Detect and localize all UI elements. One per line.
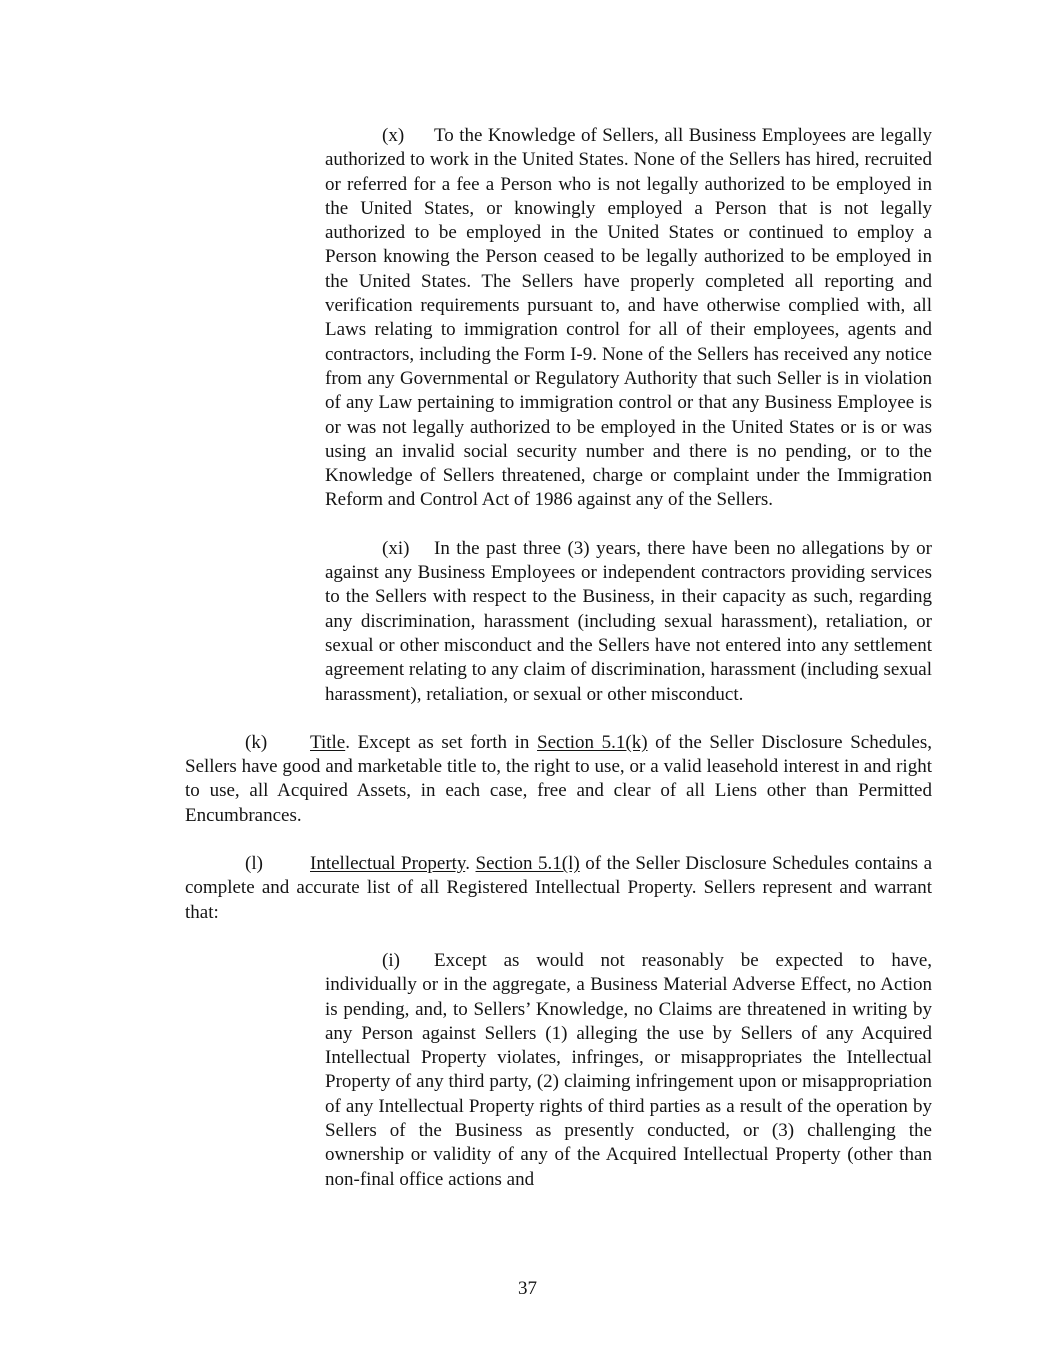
paragraph-text: of the Seller Disclosure Schedules contains a complete and accurate list of all Registered Intellectual Property. Sellers represent and warrant that: [185, 853, 932, 923]
paragraph-text: To the Knowledge of Sellers, all Business Employees are legally authorized to work in the United States. None of the Sellers has hired, recruited or referred for a fee a Person who is not legally authorized to be employed in the United States, or knowingly employed a Person that is not legally authorized to be employed in the United States or continued to employ a Person knowing the Person ceased to be legally authorized to be employed in the United States. The Sellers have properly completed all reporting and verification requirements pursuant to, and have otherwise complied with, all Laws relating to immigration control for all of their employees, agents and contractors, including the Form I-9. None of the Sellers has received any notice from any Governmental or Regulatory Authority that such Seller is in violation of any Law pertaining to immigration control or that any Business Employee is or was not legally authorized to be employed in the United States or is or was using an invalid social security number and there is no pending, or to the Knowledge of Sellers threatened, charge or complaint under the Immigration Reform and Control Act of 1986 against any of the Sellers. [325, 125, 932, 511]
paragraph-label: (x) [382, 125, 405, 146]
paragraph-label: (k) [245, 731, 268, 753]
page-number: 37 [518, 1278, 537, 1299]
paragraph-label: (i) [382, 949, 400, 971]
paragraph-text: Except as would not reasonably be expected to have, individually or in the aggregate, a Business Material Adverse Effect, no Action is pending, and, to Sellers’ Knowledge, no Claims are threatened in writing by any Person against Sellers (1) alleging the use by Sellers of any Acquired Intellectual Property violates, infringes, or misappropriates the Intellectual Property of any third party, (2) claiming infringement upon or misappropriation of any Intellectual Property rights of third parties as a result of the operation by Sellers of the Business as presently conducted, or (3) challenging the ownership or validity of any of the Acquired Intellectual Property (other than non-final office actions and [325, 949, 932, 1190]
defined-term: Intellectual Property [310, 853, 466, 875]
paragraph-text: In the past three (3) years, there have been no allegations by or against any Business Employees or independent contractors providing services to the Sellers with respect to the Business, in their capacity as such, regarding any discrimination, harassment (including sexual harassment), retaliation, or sexual or other misconduct and the Sellers have not entered into any settlement agreement relating to any claim of discrimination, harassment (including sexual harassment), retaliation, or sexual or other misconduct. [325, 537, 932, 705]
paragraph-text: . Except as set forth in [345, 731, 538, 753]
document-body [185, 124, 932, 1216]
section-reference: Section 5.1(l) [475, 853, 580, 875]
defined-term: Title [310, 731, 346, 753]
paragraph-label: (xi) [382, 537, 410, 559]
paragraph-xi [325, 537, 932, 707]
paragraph-k [185, 731, 932, 828]
paragraph-text: . [465, 853, 476, 875]
paragraph-label: (l) [245, 853, 263, 875]
paragraph-text: of the Seller Disclosure Schedules, Sellers have good and marketable title to, the right to use, or a valid leasehold interest in and right to use, all Acquired Assets, in each case, free and clear of all Liens other than Permitted Encumbrances. [185, 731, 932, 826]
paragraph-l [185, 852, 932, 925]
paragraph-x [325, 124, 932, 513]
paragraph-i [325, 949, 932, 1192]
section-reference: Section 5.1(k) [537, 731, 648, 753]
